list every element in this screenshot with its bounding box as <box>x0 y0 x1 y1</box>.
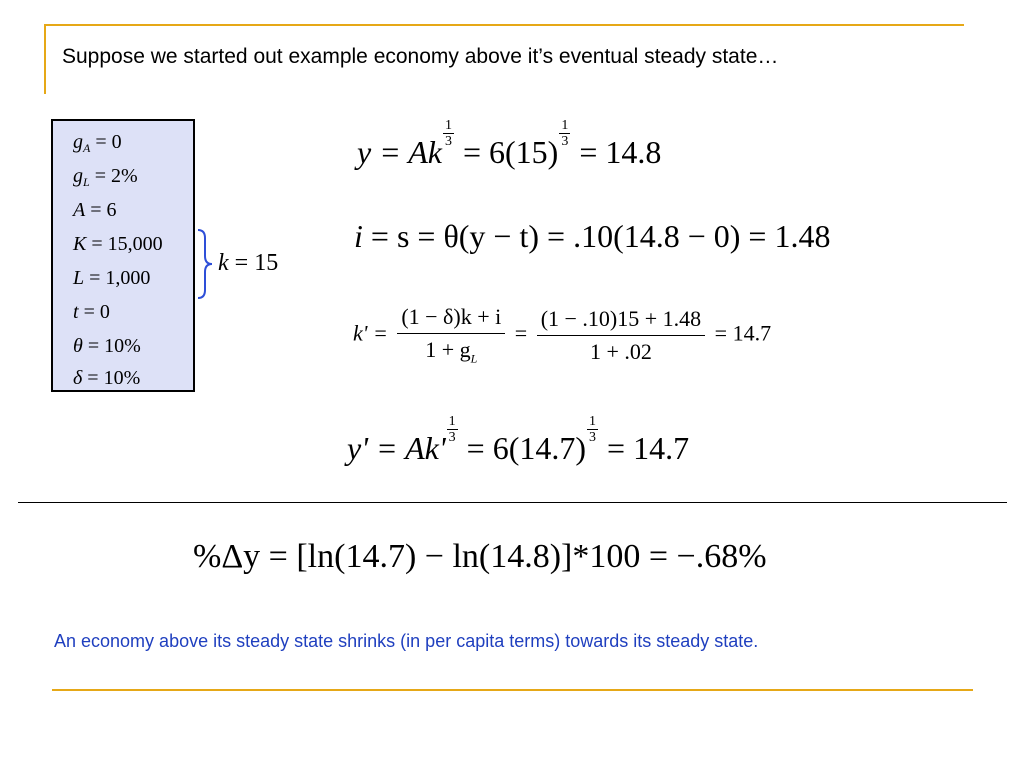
top-accent-line <box>44 24 964 26</box>
capital-equation: k' = $\frac{(1 - \delta)k + i}{1 + g_L}$ = $\frac{(1 - .10)15 + 1.48}{1 + .02}$ = 14.7 <box>353 304 772 366</box>
capital-fraction-numeric: $\frac{(1 - .10)15 + 1.48}{1 + .02}$ <box>537 306 705 365</box>
param-theta: θ = 10% <box>73 335 141 357</box>
output-equation: y = Ak $\frac{1}{3}$ = 6(15) $\frac{1}{3}$ = 14.8 <box>357 118 662 170</box>
param-K: K = 15,000 <box>73 233 163 255</box>
new-output-equation: y' = Ak' $\frac{1}{3}$ = 6(14.7) $\frac{1}{3}$ = 14.7 <box>347 414 690 466</box>
param-delta: δ = 10% <box>73 367 141 389</box>
capital-fraction-symbolic: $\frac{(1 - \delta)k + i}{1 + g_L}$ <box>397 304 505 366</box>
bottom-accent-line <box>52 689 973 691</box>
left-accent-line <box>44 24 46 94</box>
param-gA: $g_A = 0$ <box>73 131 122 155</box>
slide-title: Suppose we started out example economy above it’s eventual steady state… <box>62 45 779 68</box>
parameter-box <box>51 119 195 392</box>
brace-icon <box>196 228 220 300</box>
investment-equation: i = s = θ(y − t) = .10(14.8 − 0) = 1.48 <box>354 218 831 254</box>
conclusion-text: An economy above its steady state shrinks (in per capita terms) towards its steady state. <box>54 631 759 651</box>
growth-equation: %Δy = [ln(14.7) − ln(14.8)]*100 = −.68% <box>193 538 767 575</box>
param-A: A = 6 <box>73 199 117 221</box>
param-L: L = 1,000 <box>73 267 151 289</box>
section-divider <box>18 502 1007 503</box>
param-t: t = 0 <box>73 301 110 323</box>
k-result: k = 15 <box>218 250 279 276</box>
param-gL: $g_L = 2\%$ <box>73 165 138 189</box>
